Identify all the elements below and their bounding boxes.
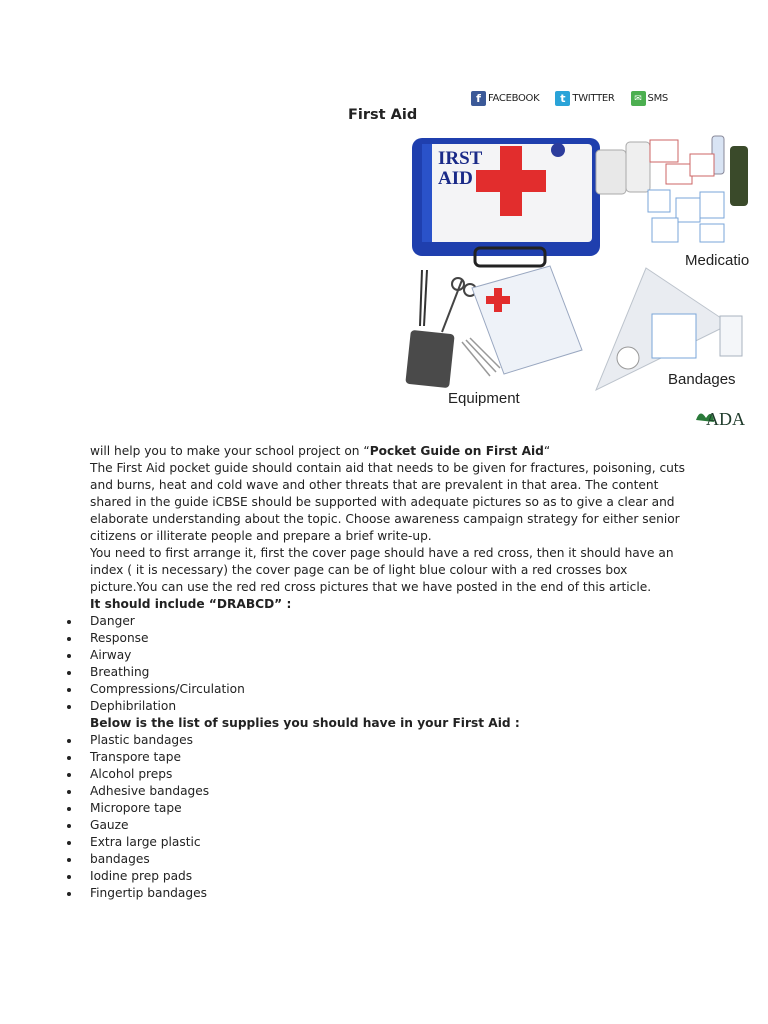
list-item: Adhesive bandages [0, 783, 768, 800]
medicine-bottle-2 [626, 142, 650, 192]
list-item: Alcohol preps [0, 766, 768, 783]
article-body [0, 443, 768, 902]
medicine-bottle-1 [596, 150, 626, 194]
kit-hinge [422, 144, 432, 242]
supplies-list [0, 732, 768, 902]
medicine-packet-1 [650, 140, 678, 162]
twitter-share-button[interactable] [555, 91, 614, 106]
list-item: Dephibrilation [0, 698, 768, 715]
adhesive-strips [720, 316, 742, 356]
page-title: First Aid [348, 107, 418, 123]
kit-text-line1: IRST [438, 148, 483, 169]
medicine-packet-5 [676, 198, 700, 222]
guide-description-paragraph: The First Aid pocket guide should contain aid that needs to be given for fractures, poisoning, cuts and burns, heat and cold wave and other threats that are prevalent in that area. The content shared in the guide iCBSE should be supported with adequate pictures so as to give a clear and elaborate understanding about the topic. Choose awareness campaign strategy for either senior citizens or illiterate people and prepare a brief write-up. [90, 461, 686, 543]
first-aid-kit-illustration [400, 128, 750, 432]
medication-label: Medicatio [685, 252, 750, 269]
list-item: Airway [0, 647, 768, 664]
first-aid-kit-figure [400, 128, 750, 432]
drabcd-list [0, 613, 768, 715]
list-item: Gauze [0, 817, 768, 834]
intro-prefix: will help you to make your school project on “ [90, 444, 370, 458]
project-title: Pocket Guide on First Aid [369, 444, 544, 458]
list-item: Iodine prep pads [0, 868, 768, 885]
list-item: Micropore tape [0, 800, 768, 817]
tweezers-icon [420, 270, 422, 326]
drabcd-heading: It should include “DRABCD” : [90, 597, 292, 611]
medicine-packet-4 [648, 190, 670, 212]
list-item: Breathing [0, 664, 768, 681]
gauze-package [472, 266, 582, 374]
list-item: Compressions/Circulation [0, 681, 768, 698]
share-bar [471, 91, 684, 106]
facebook-share-button[interactable] [471, 91, 539, 106]
twitter-share-label: TWITTER [572, 93, 615, 104]
list-item: Fingertip bandages [0, 885, 768, 902]
intro-suffix: “ [543, 444, 551, 458]
sms-share-button[interactable] [631, 91, 668, 106]
bandage-packet [652, 314, 696, 358]
cold-pack [405, 330, 454, 388]
facebook-icon: f [471, 91, 486, 106]
medicine-packet-7 [652, 218, 678, 242]
medicine-packet-8 [700, 224, 724, 242]
tape-roll-icon [617, 347, 639, 369]
facebook-share-label: FACEBOOK [488, 93, 540, 104]
twitter-icon: t [555, 91, 570, 106]
medicine-packet-2 [666, 164, 692, 184]
bandages-label: Bandages [668, 371, 736, 388]
cover-page-paragraph: You need to first arrange it, first the cover page should have a red cross, then it should have an index ( it is necessary) the cover page can be of light blue colour with a red crosses box picture.You can use the red red cross pictures that we have posted in the end of this article. [90, 546, 674, 594]
kit-text-line2: AID [438, 168, 473, 189]
ada-logo: ADA [706, 409, 745, 429]
intro-line [90, 443, 690, 460]
list-item: bandages [0, 851, 768, 868]
list-item: Response [0, 630, 768, 647]
medicine-bottle-3 [730, 146, 748, 206]
kit-seal-icon [551, 143, 565, 157]
sms-share-label: SMS [647, 93, 668, 104]
medicine-packet-3 [690, 154, 714, 176]
list-item: Extra large plastic [0, 834, 768, 851]
list-item: Transpore tape [0, 749, 768, 766]
scissors-icon [442, 280, 462, 332]
medicine-packet-6 [700, 192, 724, 218]
list-item: Danger [0, 613, 768, 630]
sms-icon: ✉ [631, 91, 646, 106]
supplies-heading: Below is the list of supplies you should have in your First Aid : [90, 716, 520, 730]
list-item: Plastic bandages [0, 732, 768, 749]
equipment-label: Equipment [448, 390, 520, 407]
